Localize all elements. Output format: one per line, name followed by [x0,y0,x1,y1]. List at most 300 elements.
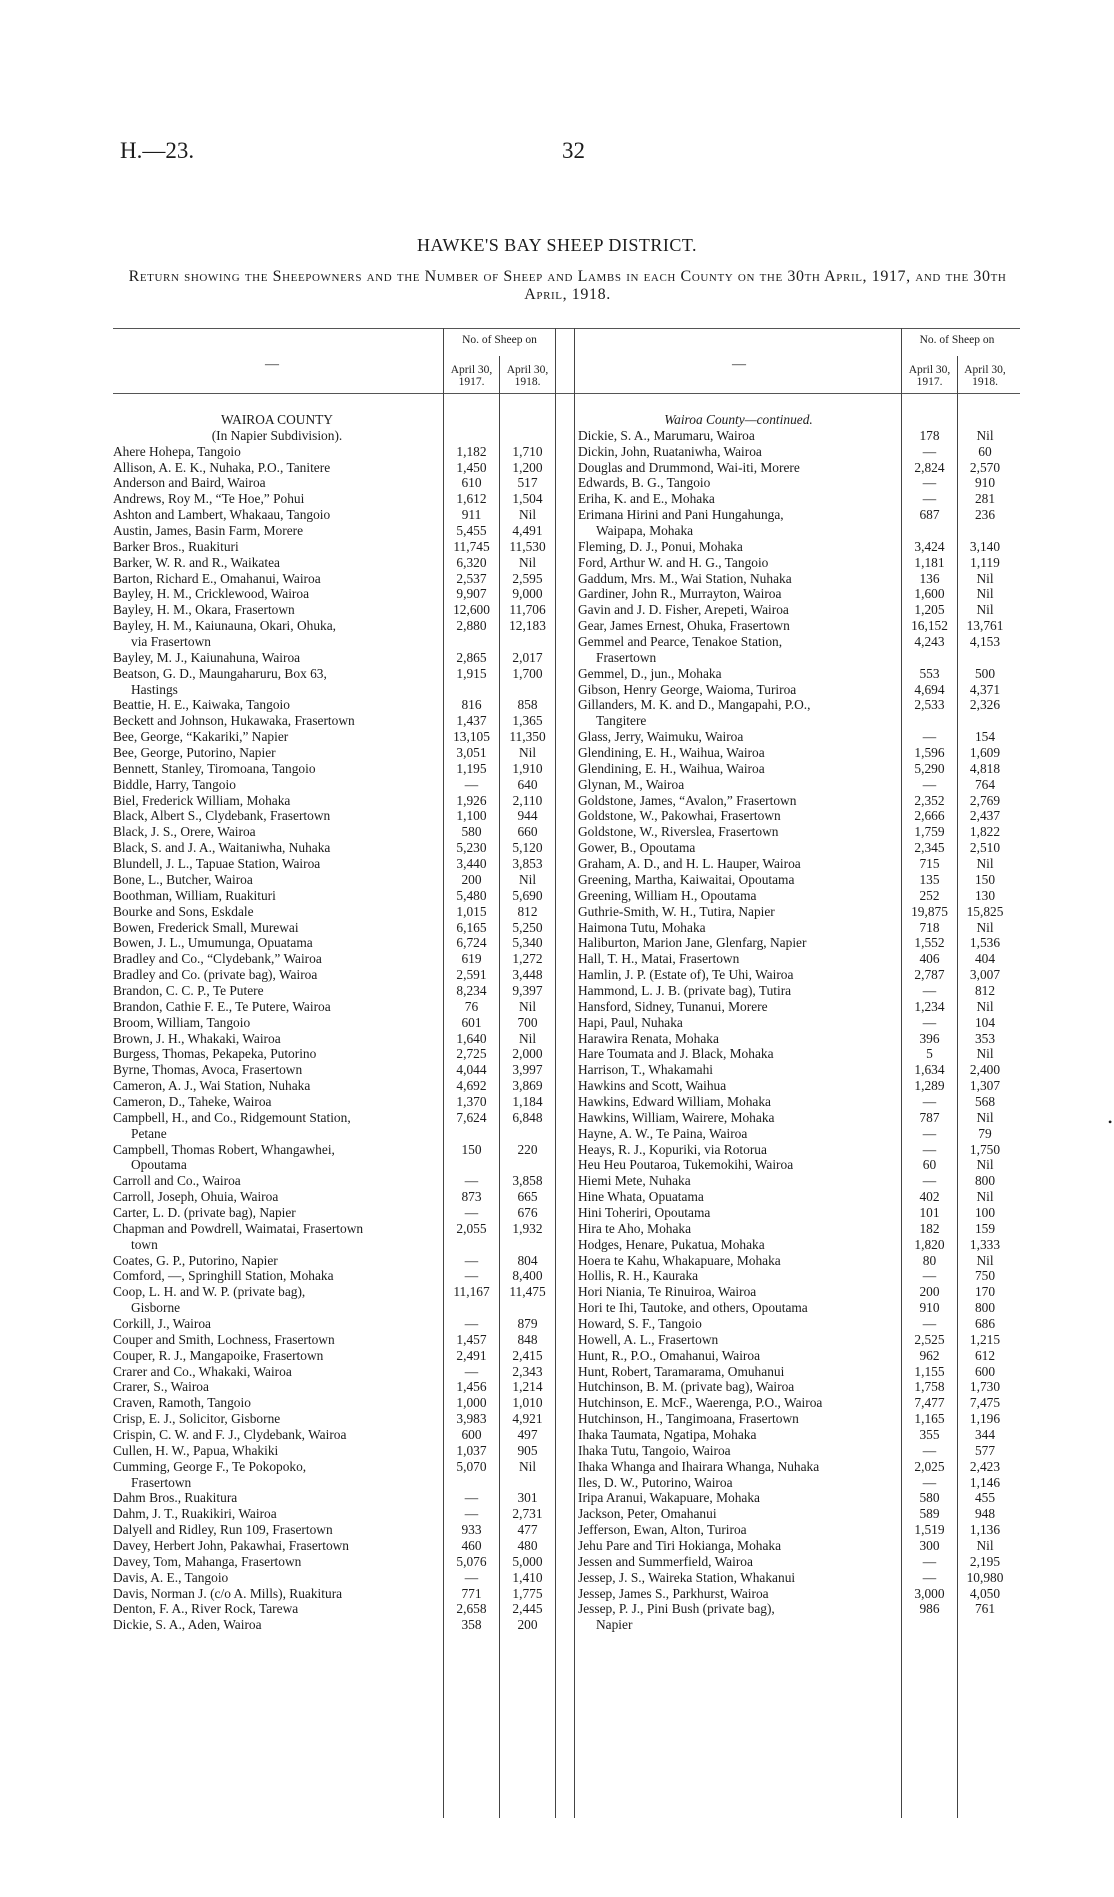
count-1918: 1,775 [512,1585,543,1601]
table-row [113,999,579,1015]
owner-name: Jackson, Peter, Omahanui [578,1506,717,1522]
table-row [574,951,1020,967]
count-1918: Nil [976,1046,994,1062]
owner-name: Bayley, M. J., Kaiunahuna, Wairoa [113,649,301,665]
count-1917: 1,634 [914,1062,945,1078]
table-row [113,444,579,460]
count-1917: 1,195 [456,760,487,776]
count-1918: 497 [517,1427,538,1442]
count-1917: — [922,1553,937,1569]
count-1918: 750 [974,1268,996,1284]
count-1917: 1,015 [456,903,487,919]
table-row [574,1522,1020,1538]
count-1918: 640 [517,776,538,792]
owner-name: Hansford, Sidney, Tunanui, Morere [578,998,768,1014]
column-header-1918: April 30, 1918. [964,364,1006,388]
count-1917: 1,165 [914,1411,945,1427]
count-1918: 905 [517,1442,538,1458]
count-1918: 2,423 [969,1458,1001,1474]
owner-name: Blundell, J. L., Tapuae Station, Wairoa [113,856,321,872]
count-1917: 2,525 [914,1331,945,1347]
table-row [113,1506,579,1522]
count-1917: 718 [919,919,940,935]
owner-name: Goldstone, James, “Avalon,” Frasertown [578,792,797,808]
count-1918: 2,017 [512,649,543,665]
count-1917: 4,243 [914,634,945,650]
count-1918: 154 [974,729,996,745]
owner-name: Davis, A. E., Tangoio [113,1569,229,1585]
owner-name: Anderson and Baird, Wairoa [113,475,266,491]
count-1917: 2,537 [456,570,487,586]
page-number: 32 [562,138,585,163]
owner-name: Goldstone, W., Riverslea, Frasertown [578,824,779,840]
count-1918: 159 [974,1220,996,1236]
count-1918: 170 [974,1284,996,1300]
table-row [113,507,579,523]
table-row [113,920,579,936]
count-1917: 13,105 [453,729,490,745]
owner-name: Austin, James, Basin Farm, Morere [113,523,304,539]
count-1917: 816 [461,697,482,713]
owner-name: Hira te Aho, Mohaka [578,1220,692,1236]
count-1918: 1,410 [512,1569,543,1585]
count-1917: 2,345 [914,840,945,856]
count-1918: 3,007 [969,967,1001,983]
owner-name: Hollis, R. H., Kauraka [578,1268,699,1284]
table-row [113,571,579,587]
owner-name: Campbell, Thomas Robert, Whangawhei, [113,1141,335,1157]
table-row [113,1300,579,1316]
count-1917: 300 [919,1538,940,1554]
document-reference: H.—23. [120,138,195,163]
count-1917: 101 [919,1204,940,1220]
table-row [574,1601,1020,1617]
table-row [113,761,579,777]
count-1917: 5,290 [914,760,945,776]
count-1918: 577 [974,1442,996,1458]
count-1918: 455 [974,1490,996,1506]
owner-name: Davis, Norman J. (c/o A. Mills), Ruakitura [113,1585,343,1601]
count-1917: 2,025 [914,1458,945,1474]
count-1918: 60 [978,443,992,459]
count-1918: 2,343 [512,1363,543,1379]
table-row [574,1538,1020,1554]
owner-name: Hodges, Henare, Pukatua, Mohaka [578,1236,765,1252]
count-1917: — [922,1141,937,1157]
owner-name: Couper and Smith, Lochness, Frasertown [113,1331,335,1347]
table-row [113,967,579,983]
owner-name: Black, S. and J. A., Waitaniwha, Nuhaka [113,840,331,856]
table-row [113,1570,579,1586]
count-1917: 5,076 [456,1553,487,1569]
owner-name: Corkill, J., Wairoa [113,1315,211,1331]
table-row [113,666,579,682]
owner-name: Hamlin, J. P. (Estate of), Te Uhi, Wairoa [578,967,794,983]
table-row [113,777,579,793]
table-row [574,793,1020,809]
count-1917: 2,591 [456,967,487,983]
owner-name: Campbell, H., and Co., Ridgemount Station, [113,1109,351,1125]
table-row [574,904,1020,920]
count-1918: Nil [976,998,994,1014]
owner-name: Gear, James Ernest, Ohuka, Frasertown [578,618,790,634]
count-1917: 1,155 [914,1363,945,1379]
count-1918: 1,730 [969,1379,1001,1395]
count-1918: 761 [974,1601,996,1617]
owner-name: Dalyell and Ridley, Run 109, Frasertown [113,1522,333,1538]
table-row [574,1015,1020,1031]
count-1917: 2,055 [456,1220,487,1236]
count-1918: 344 [974,1427,996,1442]
owner-name: Opoutama [131,1157,187,1173]
owner-name: Bayley, H. M., Kaiunauna, Okari, Ohuka, [113,618,336,634]
section-heading-row [574,412,1020,428]
count-1918: 1,010 [512,1395,543,1411]
count-1917: — [922,776,937,792]
count-1917: 3,051 [456,745,487,761]
count-1918: 660 [517,824,538,840]
owner-name: Hori te Ihi, Tautoke, and others, Opoutama [578,1300,808,1316]
count-1917: 911 [461,507,482,523]
table-row [574,1490,1020,1506]
count-1917: 1,234 [914,998,945,1014]
owner-name: Dickie, S. A., Marumaru, Wairoa [578,427,755,443]
count-1918: 236 [974,507,996,523]
count-1917: — [922,982,937,998]
count-1917: — [922,1474,937,1490]
count-1917: 200 [919,1284,940,1300]
count-1917: 5,455 [456,523,487,539]
owner-name: Goldstone, W., Pakowhai, Frasertown [578,808,781,824]
owner-name: Barker, W. R. and R., Waikatea [113,554,280,570]
table-row [113,1015,579,1031]
owner-name: Hayne, A. W., Te Paina, Wairoa [578,1125,748,1141]
count-1918: 1,146 [969,1474,1001,1490]
owner-name: Hammond, L. J. B. (private bag), Tutira [578,982,792,998]
owner-name: Eriha, K. and E., Mohaka [578,491,715,507]
owner-name: Dahm Bros., Ruakitura [113,1490,238,1506]
count-1918: 4,371 [969,681,1001,697]
count-1918: 9,000 [512,586,543,602]
owner-name: Beckett and Johnson, Hukawaka, Frasertown [113,713,355,729]
table-row [113,1316,579,1332]
count-1918: 5,120 [512,840,543,856]
owner-name: Fleming, D. J., Ponui, Mohaka [578,538,743,554]
owner-name: Biddle, Harry, Tangoio [113,776,236,792]
count-1918: 2,769 [969,792,1001,808]
table-row [574,824,1020,840]
owner-name: Waipapa, Mohaka [596,523,694,539]
section-heading: (In Napier Subdivision). [211,427,343,443]
owner-name: Biel, Frederick William, Mohaka [113,792,291,808]
table-row [113,1348,579,1364]
table-row [113,1538,579,1554]
table-row [113,1205,579,1221]
table-row [574,713,1020,729]
count-1917: 619 [461,951,482,967]
table-row [574,571,1020,587]
table-row [574,777,1020,793]
count-1918: 1,910 [512,760,543,776]
table-row [113,1475,579,1491]
table-row [113,1459,579,1475]
owner-name: Davey, Tom, Mahanga, Frasertown [113,1553,302,1569]
owner-name: Beattie, H. E., Kaiwaka, Tangoio [113,697,290,713]
table-row [113,983,579,999]
count-1918: 665 [517,1189,538,1205]
count-1918: 3,997 [512,1062,543,1078]
owner-name: via Frasertown [131,634,211,650]
count-1917: 771 [461,1585,482,1601]
table-row [113,460,579,476]
count-1918: 480 [517,1538,538,1554]
owner-name: Gavin and J. D. Fisher, Arepeti, Wairoa [578,602,789,618]
table-row [113,1490,579,1506]
count-1917: 873 [461,1189,482,1205]
owner-name: Cullen, H. W., Papua, Whakiki [113,1442,279,1458]
column-header-dash: — [265,357,279,372]
count-1918: Nil [518,998,537,1014]
count-1917: — [922,443,937,459]
count-1918: 1,119 [970,554,1000,570]
table-row [574,555,1020,571]
table-row [113,1284,579,1300]
table-row [574,1031,1020,1047]
count-1917: — [464,1506,479,1522]
owner-name: Byrne, Thomas, Avoca, Frasertown [113,1062,303,1078]
owner-name: Davey, Herbert John, Pakawhai, Frasertown [113,1538,350,1554]
owner-name: Bayley, H. M., Okara, Frasertown [113,602,295,618]
column-group-header: No. of Sheep on [919,334,995,346]
owner-name: Hunt, R., P.O., Omahanui, Wairoa [578,1347,761,1363]
table-row [113,491,579,507]
count-1918: 2,731 [512,1506,543,1522]
count-1917: 2,725 [456,1046,487,1062]
count-1918: 3,853 [512,856,543,872]
count-1917: 1,370 [456,1093,487,1109]
count-1918: Nil [518,1458,537,1474]
owner-name: Tangitere [596,713,647,729]
count-1918: 5,340 [512,935,543,951]
count-1917: 182 [919,1220,940,1236]
owner-name: Ihaka Taumata, Ngatipa, Mohaka [578,1427,757,1442]
count-1918: Nil [976,856,994,872]
count-1918: 1,536 [969,935,1001,951]
count-1917: — [922,1014,937,1030]
owner-name: Couper, R. J., Mangapoike, Frasertown [113,1347,324,1363]
table-row [113,872,579,888]
count-1917: 2,880 [456,618,487,634]
count-1917: 178 [919,427,940,443]
table-row [113,1364,579,1380]
count-1918: Nil [518,507,537,523]
table-row [574,666,1020,682]
count-1917: 1,820 [914,1236,945,1252]
count-1918: 150 [974,871,996,887]
count-1918: 1,196 [969,1411,1001,1427]
owner-name: Howell, A. L., Frasertown [578,1331,719,1347]
owner-name: Jefferson, Ewan, Alton, Turiroa [578,1522,747,1538]
owner-name: Heays, R. J., Kopuriki, via Rotorua [578,1141,767,1157]
table-row [574,697,1020,713]
owner-name: Erimana Hirini and Pani Hungahunga, [578,507,784,523]
table-row [113,1253,579,1269]
count-1917: 553 [919,665,940,681]
count-1918: Nil [976,586,994,602]
table-row [113,808,579,824]
count-1918: 812 [517,903,538,919]
owner-name: Bennett, Stanley, Tiromoana, Tangoio [113,760,316,776]
count-1917: 1,600 [914,586,945,602]
count-1917: 933 [461,1522,482,1538]
table-row [113,697,579,713]
table-row [113,1078,579,1094]
table-row [574,761,1020,777]
count-1918: 281 [974,491,996,507]
owner-name: Jessep, James S., Parkhurst, Wairoa [578,1585,769,1601]
table-row [113,1126,579,1142]
count-1917: 3,000 [914,1585,945,1601]
owner-name: Napier [596,1617,633,1633]
owner-name: Hawkins, William, Wairere, Mohaka [578,1109,775,1125]
count-1917: — [922,1315,937,1331]
owner-name: Crarer and Co., Whakaki, Wairoa [113,1363,292,1379]
count-1917: 8,234 [456,982,487,998]
count-1918: 500 [974,665,996,681]
count-1917: 1,450 [456,459,487,475]
owner-name: Hawkins and Scott, Waihua [578,1078,727,1094]
table-row [574,1284,1020,1300]
table-row [574,1348,1020,1364]
count-1917: 1,457 [456,1331,487,1347]
table-row [113,1046,579,1062]
count-1917: 3,440 [456,856,487,872]
owner-name: Bradley and Co., “Clydebank,” Wairoa [113,951,322,967]
owner-name: Douglas and Drummond, Wai-iti, Morere [578,459,800,475]
table-row [113,1522,579,1538]
count-1918: 5,000 [512,1553,543,1569]
count-1917: 715 [919,856,940,872]
count-1918: 700 [517,1014,538,1030]
count-1918: 1,932 [512,1220,543,1236]
count-1918: 6,848 [512,1109,543,1125]
table-row [574,634,1020,650]
count-1917: — [464,1268,479,1284]
table-row [113,856,579,872]
count-1918: 477 [517,1522,538,1538]
count-1918: 5,690 [512,887,543,903]
count-1917: 150 [461,1141,482,1157]
owner-name: Hori Niania, Te Rinuiroa, Wairoa [578,1284,757,1300]
owner-name: Black, Albert S., Clydebank, Frasertown [113,808,331,824]
owner-name: Edwards, B. G., Tangoio [578,475,711,491]
page-subtitle: Return showing the Sheepowners and the Number of Sheep and Lambs in each County on the 30th April, 1917, and the 30th April, 1918. [128,268,1007,303]
table-row [113,1601,579,1617]
owner-name: Hiemi Mete, Nuhaka [578,1173,691,1189]
owner-name: Jehu Pare and Tiri Hokianga, Mohaka [578,1538,782,1554]
owner-name: Hunt, Robert, Taramarama, Omuhanui [578,1363,785,1379]
table-row [574,935,1020,951]
count-1917: 2,533 [914,697,945,713]
count-1917: — [464,1173,479,1189]
count-1918: Nil [976,1538,994,1554]
count-1918: 2,326 [969,697,1001,713]
count-1918: 4,818 [969,760,1001,776]
table-row [113,1189,579,1205]
owner-name: Bourke and Sons, Eskdale [113,903,254,919]
owner-name: Crispin, C. W. and F. J., Clydebank, Wairoa [113,1427,347,1442]
owner-name: town [131,1236,158,1252]
owner-name: Beatson, G. D., Maungaharuru, Box 63, [113,665,327,681]
owner-name: Hine Whata, Opuatama [578,1189,704,1205]
owner-name: Gibson, Henry George, Waioma, Turiroa [578,681,797,697]
count-1917: 1,100 [456,808,487,824]
owner-name: Greening, Martha, Kaiwaitai, Opoutama [578,871,795,887]
count-1917: 2,352 [914,792,945,808]
table-row [574,650,1020,666]
count-1917: 1,612 [456,491,487,507]
owner-name: Black, J. S., Orere, Wairoa [113,824,256,840]
owner-name: Frasertown [131,1474,192,1490]
table-row [574,1427,1020,1443]
count-1918: Nil [976,427,994,443]
count-1918: 676 [517,1204,538,1220]
table-row [574,428,1020,444]
count-1918: 11,706 [509,602,546,618]
count-1917: — [464,1363,479,1379]
count-1918: Nil [518,871,537,887]
table-row [113,1268,579,1284]
count-1918: 3,140 [969,538,1001,554]
count-1918: Nil [976,1157,994,1173]
owner-name: Jessen and Summerfield, Wairoa [578,1553,753,1569]
table-row [113,1617,579,1633]
count-1918: 2,445 [512,1601,543,1617]
owner-name: Ahere Hohepa, Tangoio [113,443,241,459]
owner-name: Gower, B., Opoutama [578,840,696,856]
count-1917: 580 [461,824,482,840]
count-1917: 7,624 [456,1109,487,1125]
owner-name: Andrews, Roy M., “Te Hoe,” Pohui [113,491,305,507]
table-row [574,1046,1020,1062]
table-row [574,1142,1020,1158]
count-1918: 100 [974,1204,996,1220]
table-row [113,1427,579,1443]
table-body-left [113,412,579,1633]
table-row [574,1475,1020,1491]
table-row [574,507,1020,523]
owner-name: Broom, William, Tangoio [113,1014,251,1030]
owner-name: Howard, S. F., Tangoio [578,1315,702,1331]
table-row [113,1062,579,1078]
table-row [113,682,579,698]
table-row [574,475,1020,491]
count-1918: 879 [517,1315,538,1331]
table-row [113,1554,579,1570]
owner-name: Gardiner, John R., Murrayton, Wairoa [578,586,782,602]
count-1917: 1,000 [456,1395,487,1411]
owner-name: Burgess, Thomas, Pekapeka, Putorino [113,1046,317,1062]
count-1918: 4,921 [512,1411,543,1427]
count-1918: 848 [517,1331,538,1347]
count-1917: 402 [919,1189,940,1205]
column-header-1917: April 30, 1917. [450,364,493,388]
count-1918: 812 [974,982,996,998]
table-row [113,1443,579,1459]
count-1918: 220 [517,1141,538,1157]
count-1917: 687 [919,507,940,523]
table-row [574,1268,1020,1284]
